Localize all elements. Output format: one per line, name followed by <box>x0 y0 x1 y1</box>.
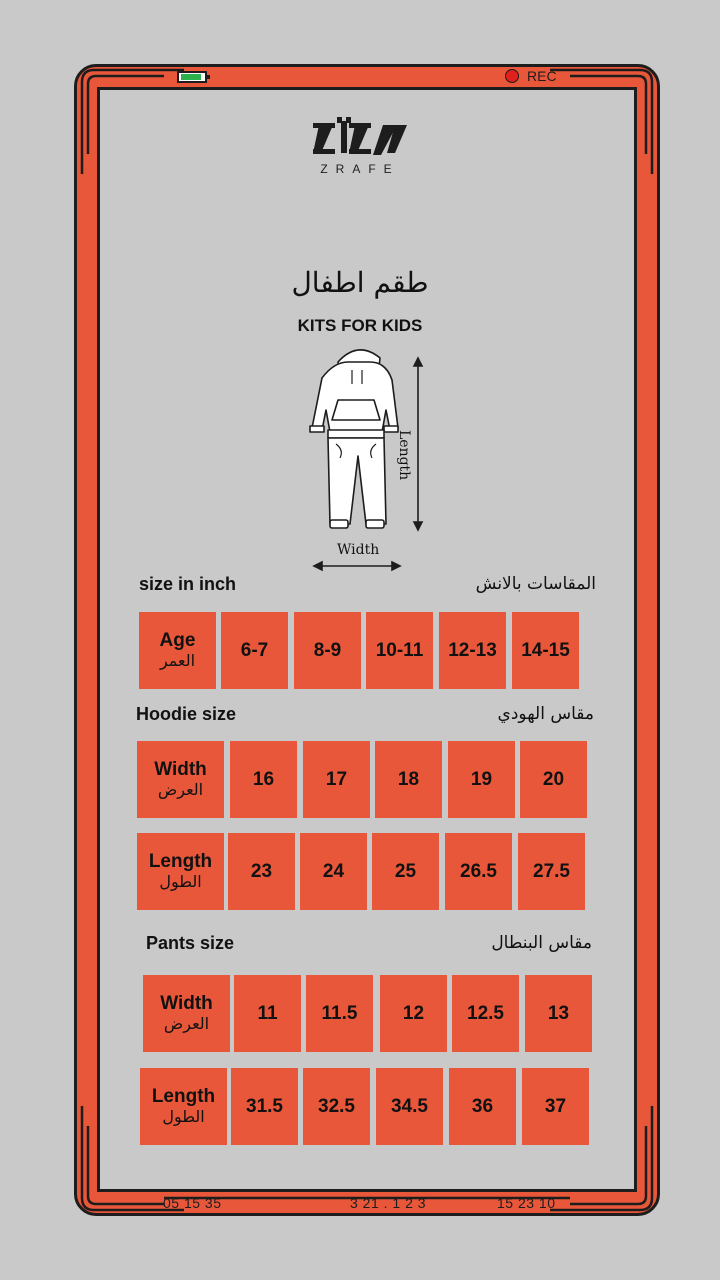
width-label: Width <box>337 542 380 558</box>
pants-width-cell: 11.5 <box>306 975 373 1052</box>
hoodie-size-heading: Hoodie size <box>136 704 237 724</box>
age-cell: 8-9 <box>294 612 361 689</box>
product-title-arabic: طقم اطفال <box>291 266 429 299</box>
rec-label: REC <box>527 68 557 84</box>
size-in-inch-heading: size in inch <box>139 574 237 594</box>
footer-timecode-center: 3 21 . 1 2 3 <box>350 1195 427 1211</box>
pants-width-cell: 12.5 <box>452 975 519 1052</box>
pants-length-cell: 32.5 <box>303 1068 370 1145</box>
age-cell: 6-7 <box>221 612 288 689</box>
pants-length-cell: 36 <box>449 1068 516 1145</box>
footer-timecode-right: 15 23 10 <box>497 1195 556 1211</box>
hoodie-width-cell: 16 <box>230 741 297 818</box>
pants-length-label: Length <box>151 1086 216 1108</box>
hoodie-width-cell: 19 <box>448 741 515 818</box>
hoodie-length-header-cell <box>137 833 224 910</box>
hoodie-length-cell: 27.5 <box>518 833 585 910</box>
pants-length-cell: 37 <box>522 1068 589 1145</box>
hoodie-width-header-cell <box>137 741 224 818</box>
pants-width-cell: 11 <box>234 975 301 1052</box>
pants-length-label-arabic: الطول <box>162 1107 205 1127</box>
kids-tracksuit-illustration <box>300 340 460 580</box>
zrafe-logo <box>311 113 409 163</box>
length-label: Length <box>396 430 412 481</box>
hoodie-length-label: Length <box>148 851 213 873</box>
record-dot-icon <box>505 69 519 83</box>
pants-length-cell: 31.5 <box>231 1068 298 1145</box>
age-label-arabic: العمر <box>159 651 196 671</box>
pants-width-label: Width <box>160 993 213 1015</box>
pants-width-cell: 12 <box>380 975 447 1052</box>
pants-length-cell: 34.5 <box>376 1068 443 1145</box>
battery-icon <box>177 71 207 83</box>
size-in-inch-heading-arabic: المقاسات بالانش <box>475 574 596 594</box>
hoodie-width-label-arabic: العرض <box>157 780 204 800</box>
hoodie-length-cell: 25 <box>372 833 439 910</box>
hoodie-length-label-arabic: الطول <box>159 872 202 892</box>
hoodie-width-cell: 18 <box>375 741 442 818</box>
hoodie-width-cell: 20 <box>520 741 587 818</box>
brand-name: ZRAFE <box>320 162 400 176</box>
product-title-english: KITS FOR KIDS <box>297 316 423 335</box>
hoodie-length-cell: 26.5 <box>445 833 512 910</box>
pants-width-cell: 13 <box>525 975 592 1052</box>
age-label: Age <box>159 630 196 652</box>
footer-timecode-left: 05 15 35 <box>163 1195 222 1211</box>
pants-size-heading-arabic: مقاس البنطال <box>491 933 592 953</box>
hoodie-width-label: Width <box>154 759 207 781</box>
age-cell: 14-15 <box>512 612 579 689</box>
hoodie-width-cell: 17 <box>303 741 370 818</box>
pants-length-header-cell <box>140 1068 227 1145</box>
pants-width-label-arabic: العرض <box>163 1014 210 1034</box>
hoodie-size-heading-arabic: مقاس الهودي <box>497 704 594 724</box>
age-cell: 12-13 <box>439 612 506 689</box>
age-header-cell <box>139 612 216 689</box>
pants-size-heading: Pants size <box>146 933 235 953</box>
hoodie-length-cell: 23 <box>228 833 295 910</box>
pants-width-header-cell <box>143 975 230 1052</box>
hoodie-length-cell: 24 <box>300 833 367 910</box>
age-cell: 10-11 <box>366 612 433 689</box>
